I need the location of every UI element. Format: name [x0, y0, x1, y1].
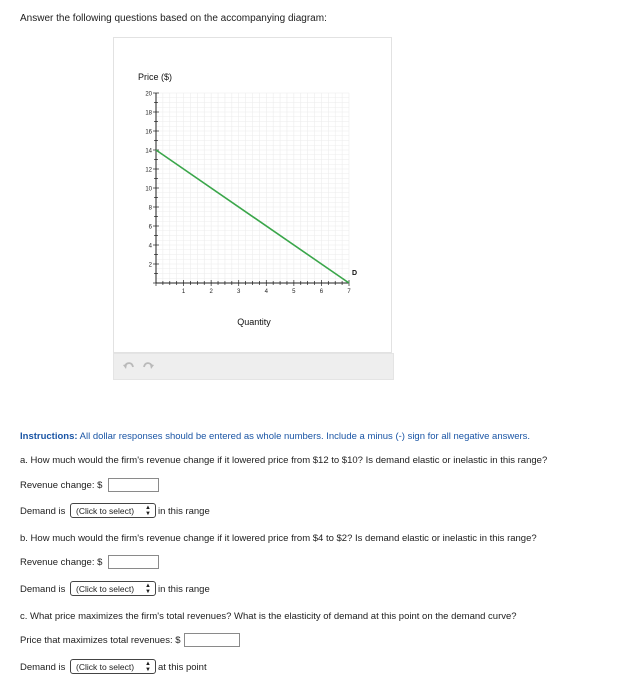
qb-revenue-label: Revenue change: $: [20, 557, 103, 568]
y-tick-label: 12: [145, 167, 152, 174]
graph-toolbar: [113, 353, 394, 380]
qb-select-value: (Click to select): [76, 583, 135, 594]
qc-elasticity-select[interactable]: [70, 659, 156, 674]
y-tick-label: 2: [148, 262, 152, 269]
qb-elasticity-select[interactable]: [70, 581, 156, 596]
qa-demand-prefix: Demand is: [20, 506, 66, 517]
qa-revenue-label: Revenue change: $: [20, 480, 103, 491]
x-tick-label: 3: [237, 289, 241, 295]
question-c: c. What price maximizes the firm's total revenues? What is the elasticity of demand at this point on the demand curve?: [20, 611, 517, 622]
demand-chart: [114, 38, 393, 354]
qc-price-label: Price that maximizes total revenues: $: [20, 635, 181, 646]
qa-select-value: (Click to select): [76, 505, 135, 516]
y-tick-label: 6: [148, 224, 152, 231]
qc-select-value: (Click to select): [76, 661, 135, 672]
x-tick-label: 5: [292, 289, 296, 295]
select-arrows-icon: ▲ ▼: [145, 583, 151, 595]
x-tick-label: 2: [209, 289, 213, 295]
qa-demand-suffix: in this range: [158, 506, 210, 517]
intro-text: Answer the following questions based on the accompanying diagram:: [20, 13, 327, 24]
undo-icon[interactable]: [120, 358, 136, 374]
qb-demand-suffix: in this range: [158, 584, 210, 595]
select-arrows-icon: ▲ ▼: [145, 661, 151, 673]
y-tick-label: 18: [145, 110, 152, 117]
question-b: b. How much would the firm's revenue change if it lowered price from $4 to $2? Is demand elastic or inelastic in this range?: [20, 533, 537, 544]
y-tick-label: 4: [148, 243, 152, 250]
instructions: [20, 431, 530, 442]
y-tick-label: 20: [145, 91, 152, 98]
select-arrows-icon: ▲ ▼: [145, 505, 151, 517]
question-a: a. How much would the firm's revenue change if it lowered price from $12 to $10? Is demand elastic or inelastic in this range?: [20, 455, 548, 466]
redo-icon[interactable]: [140, 358, 156, 374]
y-tick-label: 10: [145, 186, 152, 193]
qc-price-input[interactable]: [184, 633, 240, 647]
qc-demand-prefix: Demand is: [20, 662, 66, 673]
x-tick-label: 7: [347, 289, 351, 295]
y-tick-label: 16: [145, 129, 152, 136]
qa-elasticity-select[interactable]: [70, 503, 156, 518]
instructions-label: Instructions:: [20, 431, 78, 442]
qa-revenue-input[interactable]: [108, 478, 159, 492]
qc-demand-suffix: at this point: [158, 662, 207, 673]
qb-demand-prefix: Demand is: [20, 584, 66, 595]
instructions-text: All dollar responses should be entered as whole numbers. Include a minus (-) sign for all negative answers.: [77, 431, 531, 442]
x-tick-label: 1: [181, 289, 186, 295]
x-axis-label: Quantity: [237, 317, 271, 327]
y-axis-label: Price ($): [138, 72, 173, 82]
qb-revenue-input[interactable]: [108, 555, 159, 569]
x-tick-label: 4: [264, 289, 268, 295]
series-label: D: [352, 270, 358, 277]
graph-panel: [113, 37, 392, 353]
y-tick-label: 8: [148, 205, 152, 212]
y-tick-label: 14: [145, 148, 152, 155]
x-tick-label: 6: [319, 289, 324, 295]
